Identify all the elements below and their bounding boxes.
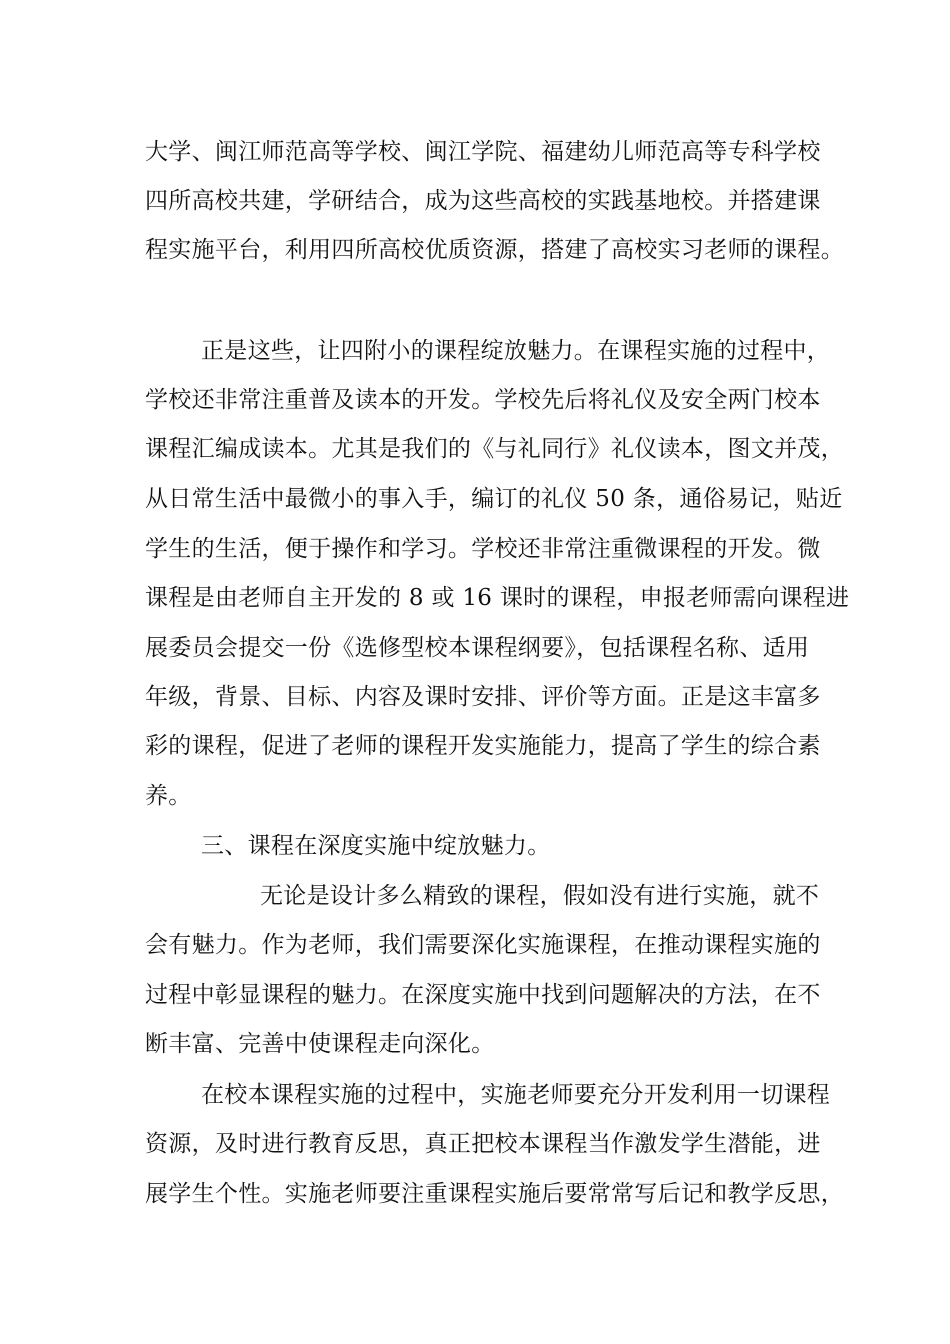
text-line: 课程汇编成读本。尤其是我们的《与礼同行》礼仪读本，图文并茂， <box>145 436 844 462</box>
text-line: 无论是设计多么精致的课程，假如没有进行实施，就不 <box>260 883 820 909</box>
text-line: 资源，及时进行教育反思，真正把校本课程当作激发学生潜能，进 <box>145 1131 821 1157</box>
text-line: 在校本课程实施的过程中，实施老师要充分开发利用一切课程 <box>201 1082 831 1108</box>
text-line: 彩的课程，促进了老师的课程开发实施能力，提高了学生的综合素 <box>145 733 821 759</box>
text-line: 过程中彰显课程的魅力。在深度实施中找到问题解决的方法，在不 <box>145 982 821 1008</box>
text-line: 年级，背景、目标、内容及课时安排、评价等方面。正是这丰富多 <box>145 684 821 710</box>
text-line: 从日常生活中最微小的事入手，编订的礼仪 50 条，通俗易记，贴近 <box>145 486 843 512</box>
text-line: 正是这些，让四附小的课程绽放魅力。在课程实施的过程中， <box>201 338 831 364</box>
text-line: 学校还非常注重普及读本的开发。学校先后将礼仪及安全两门校本 <box>145 387 821 413</box>
text-line: 四所高校共建，学研结合，成为这些高校的实践基地校。并搭建课 <box>145 188 821 214</box>
section-heading: 三、课程在深度实施中绽放魅力。 <box>201 833 551 859</box>
text-line: 养。 <box>145 783 192 809</box>
text-line: 断丰富、完善中使课程走向深化。 <box>145 1031 495 1057</box>
text-line: 程实施平台，利用四所高校优质资源，搭建了高校实习老师的课程。 <box>145 237 844 263</box>
text-line: 大学、闽江师范高等学校、闽江学院、福建幼儿师范高等专科学校 <box>145 139 821 165</box>
text-line: 会有魅力。作为老师，我们需要深化实施课程，在推动课程实施的 <box>145 932 821 958</box>
text-line: 学生的生活，便于操作和学习。学校还非常注重微课程的开发。微 <box>145 536 821 562</box>
text-line: 展学生个性。实施老师要注重课程实施后要常常写后记和教学反思， <box>145 1181 844 1207</box>
text-line: 展委员会提交一份《选修型校本课程纲要》，包括课程名称、适用 <box>145 635 810 661</box>
text-line: 课程是由老师自主开发的 8 或 16 课时的课程，申报老师需向课程进 <box>145 585 850 611</box>
